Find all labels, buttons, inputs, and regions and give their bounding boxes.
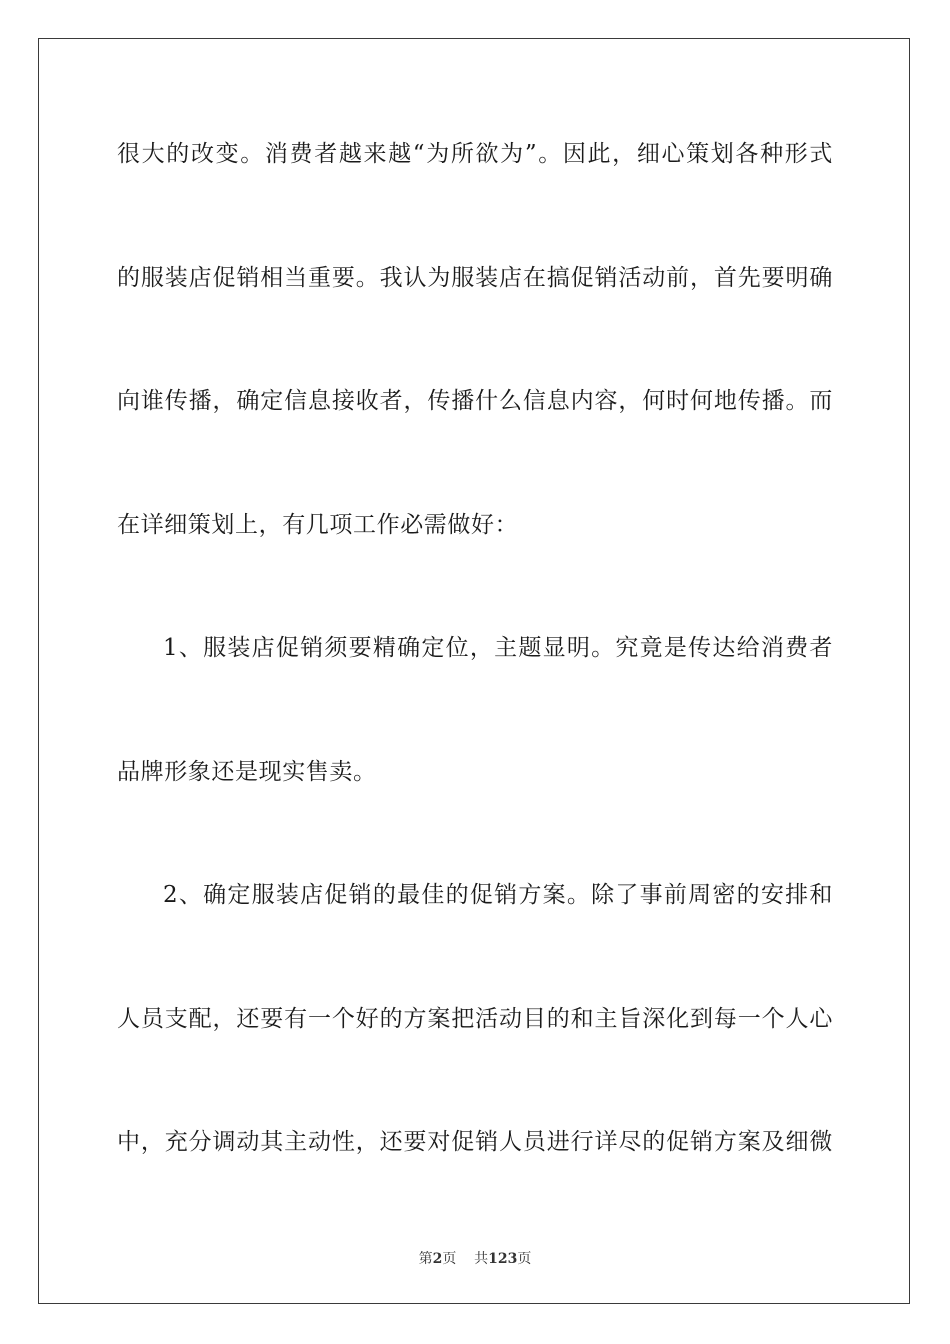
text-line-6: 品牌形象还是现实售卖。 bbox=[117, 759, 377, 785]
text-line-2: 的服装店促销相当重要。我认为服装店在搞促销活动前，首先要明确 bbox=[117, 265, 833, 291]
text-line-3: 向谁传播，确定信息接收者，传播什么信息内容，何时何地传播。而 bbox=[117, 388, 833, 414]
page-footer bbox=[0, 1248, 950, 1268]
footer-total-prefix: 共 bbox=[474, 1251, 489, 1267]
footer-page-number: 2 bbox=[432, 1251, 443, 1267]
text-line-9: 中，充分调动其主动性，还要对促销人员进行详尽的促销方案及细微 bbox=[117, 1129, 833, 1155]
footer-page-suffix: 页 bbox=[442, 1251, 457, 1267]
text-line-1: 很大的改变。消费者越来越“为所欲为”。因此，细心策划各种形式 bbox=[117, 141, 833, 167]
text-line-4: 在详细策划上，有几项工作必需做好： bbox=[117, 512, 519, 538]
text-line-8: 人员支配，还要有一个好的方案把活动目的和主旨深化到每一个人心 bbox=[117, 1006, 833, 1032]
footer-total-suffix: 页 bbox=[517, 1251, 532, 1267]
text-line-7: 2、确定服装店促销的最佳的促销方案。除了事前周密的安排和 bbox=[163, 882, 833, 908]
footer-page-prefix: 第 bbox=[418, 1251, 433, 1267]
footer-total-pages: 123 bbox=[488, 1251, 518, 1267]
page-border bbox=[38, 38, 910, 1304]
text-line-5: 1、服装店促销须要精确定位，主题显明。究竟是传达给消费者 bbox=[163, 635, 833, 661]
